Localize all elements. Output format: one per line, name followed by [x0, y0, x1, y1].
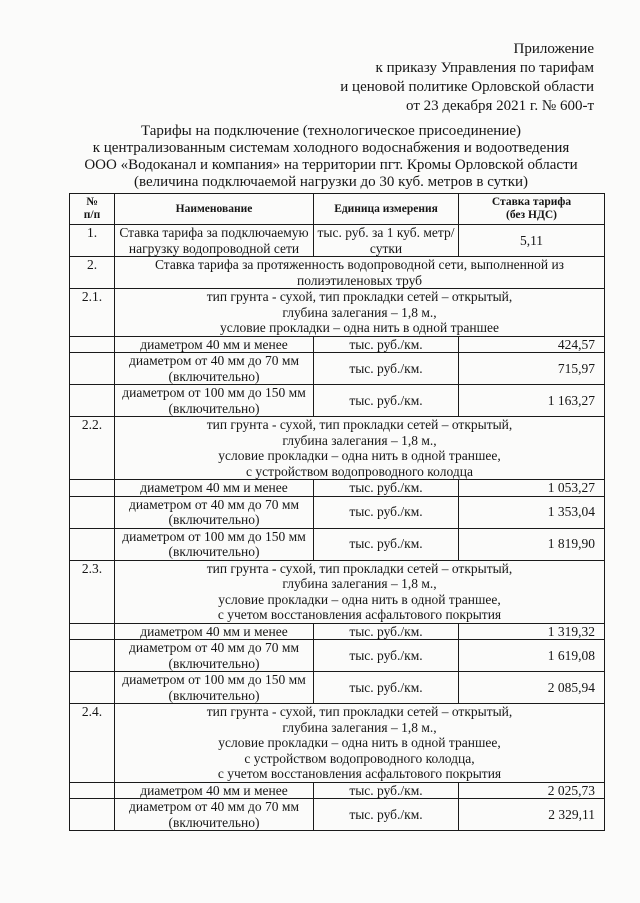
header-unit: Единица измерения — [314, 194, 459, 225]
section-condition-line: с устройством водопроводного колодца — [246, 463, 473, 479]
row-name: диаметром 40 мм и менее — [115, 336, 314, 353]
document-title — [56, 123, 606, 191]
table-row — [70, 225, 605, 257]
row-number — [70, 623, 115, 640]
table-row — [70, 336, 605, 353]
row-name: диаметром 40 мм и менее — [115, 623, 314, 640]
section-condition-line: глубина залегания – 1,8 м., — [282, 719, 437, 735]
section-number: 2.4. — [70, 704, 115, 783]
header-name: Наименование — [115, 194, 314, 225]
table-row — [70, 782, 605, 799]
table-section-row — [70, 417, 605, 480]
row-number — [70, 640, 115, 672]
row-value: 715,97 — [459, 353, 605, 385]
header-rate: Ставка тарифа (без НДС) — [459, 194, 605, 225]
title-line: Тарифы на подключение (технологическое присоединение) — [140, 123, 522, 139]
appendix-line: к приказу Управления по тарифам — [375, 60, 594, 76]
row-name: диаметром от 100 мм до 150 мм (включительно) — [115, 528, 314, 560]
table-row — [70, 799, 605, 831]
row-value: 1 163,27 — [459, 385, 605, 417]
table-section-row — [70, 704, 605, 783]
row-value: 2 085,94 — [459, 672, 605, 704]
row-unit: тыс. руб./км. — [314, 640, 459, 672]
row-name: Ставка тарифа за подключаемую нагрузку водопроводной сети — [115, 225, 314, 257]
row-name: диаметром 40 мм и менее — [115, 782, 314, 799]
table-row — [70, 353, 605, 385]
row-unit: тыс. руб./км. — [314, 782, 459, 799]
table-row — [70, 257, 605, 289]
row-unit: тыс. руб./км. — [314, 496, 459, 528]
row-number: 2. — [70, 257, 115, 289]
section-condition-line: с устройством водопроводного колодца, — [244, 750, 475, 766]
section-condition-line: глубина залегания – 1,8 м., — [282, 576, 437, 591]
row-name: диаметром от 100 мм до 150 мм (включительно) — [115, 385, 314, 417]
appendix-block — [340, 40, 594, 116]
row-number — [70, 672, 115, 704]
row-name: диаметром от 40 мм до 70 мм (включительно) — [115, 353, 314, 385]
table-section-row — [70, 289, 605, 337]
section-conditions — [115, 704, 605, 783]
title-line: ООО «Водоканал и компания» на территории пгт. Кромы Орловской области — [84, 157, 578, 173]
section-condition-line: глубина залегания – 1,8 м., — [282, 304, 437, 320]
row-number — [70, 528, 115, 560]
row-value: 5,11 — [459, 225, 605, 257]
row-name: диаметром от 40 мм до 70 мм (включительно) — [115, 640, 314, 672]
row-value: 424,57 — [459, 336, 605, 353]
section-condition-line: условие прокладки – одна нить в одной траншее — [219, 320, 500, 335]
section-condition-line: тип грунта - сухой, тип прокладки сетей – открытый, — [206, 560, 513, 576]
appendix-line: от 23 декабря 2021 г. № 600-т — [406, 98, 594, 114]
row-unit: тыс. руб./км. — [314, 480, 459, 497]
section-condition-line: условие прокладки – одна нить в одной траншее, — [218, 448, 501, 463]
section-number: 2.2. — [70, 417, 115, 480]
row-number: 1. — [70, 225, 115, 257]
table-row — [70, 640, 605, 672]
section-number: 2.3. — [70, 560, 115, 623]
section-condition-line: с учетом восстановления асфальтового покрытия — [217, 766, 502, 781]
row-unit: тыс. руб./км. — [314, 672, 459, 704]
row-name: диаметром 40 мм и менее — [115, 480, 314, 497]
row-number — [70, 480, 115, 497]
section-condition-line: с учетом восстановления асфальтового покрытия — [217, 607, 502, 622]
section-conditions — [115, 289, 605, 337]
row-name: диаметром от 40 мм до 70 мм (включительно) — [115, 496, 314, 528]
row-name: диаметром от 100 мм до 150 мм (включительно) — [115, 672, 314, 704]
section-condition-line: тип грунта - сухой, тип прокладки сетей – открытый, — [206, 417, 513, 432]
section-condition-line: условие прокладки – одна нить в одной траншее, — [218, 591, 501, 607]
title-line: к централизованным системам холодного водоснабжения и водоотведения — [92, 140, 570, 156]
table-row — [70, 528, 605, 560]
row-value: 1 353,04 — [459, 496, 605, 528]
section-condition-line: тип грунта - сухой, тип прокладки сетей – открытый, — [206, 704, 513, 719]
section-condition-line: тип грунта - сухой, тип прокладки сетей – открытый, — [206, 289, 513, 304]
row-number — [70, 496, 115, 528]
title-line: (величина подключаемой нагрузки до 30 куб. метров в сутки) — [133, 174, 529, 190]
table-section-row — [70, 560, 605, 623]
table-row — [70, 496, 605, 528]
section-number: 2.1. — [70, 289, 115, 337]
header-number: № п/п — [70, 194, 115, 225]
row-value: 1 819,90 — [459, 528, 605, 560]
row-value: 2 025,73 — [459, 782, 605, 799]
table-row — [70, 480, 605, 497]
row-unit: тыс. руб./км. — [314, 799, 459, 831]
table-row — [70, 623, 605, 640]
row-unit: тыс. руб./км. — [314, 353, 459, 385]
appendix-line: Приложение — [513, 41, 594, 57]
row-unit: тыс. руб./км. — [314, 385, 459, 417]
appendix-line: и ценовой политике Орловской области — [340, 79, 594, 95]
row-unit: тыс. руб. за 1 куб. метр/сутки — [314, 225, 459, 257]
tariff-table — [69, 193, 605, 831]
section-conditions — [115, 417, 605, 480]
row-number — [70, 385, 115, 417]
section-conditions — [115, 560, 605, 623]
section-condition-line: глубина залегания – 1,8 м., — [282, 432, 437, 448]
table-row — [70, 385, 605, 417]
table-header-row — [70, 194, 605, 225]
row-unit: тыс. руб./км. — [314, 336, 459, 353]
row-unit: тыс. руб./км. — [314, 623, 459, 640]
row-value: 1 619,08 — [459, 640, 605, 672]
section-condition-line: условие прокладки – одна нить в одной траншее, — [218, 735, 501, 750]
row-unit: тыс. руб./км. — [314, 528, 459, 560]
row-number — [70, 799, 115, 831]
table-row — [70, 672, 605, 704]
row-number — [70, 353, 115, 385]
row-number — [70, 336, 115, 353]
row-section-text: Ставка тарифа за протяженность водопроводной сети, выполненной из полиэтиленовых труб — [115, 257, 605, 289]
row-value: 1 319,32 — [459, 623, 605, 640]
row-name: диаметром от 40 мм до 70 мм (включительно) — [115, 799, 314, 831]
row-value: 2 329,11 — [459, 799, 605, 831]
row-number — [70, 782, 115, 799]
row-value: 1 053,27 — [459, 480, 605, 497]
